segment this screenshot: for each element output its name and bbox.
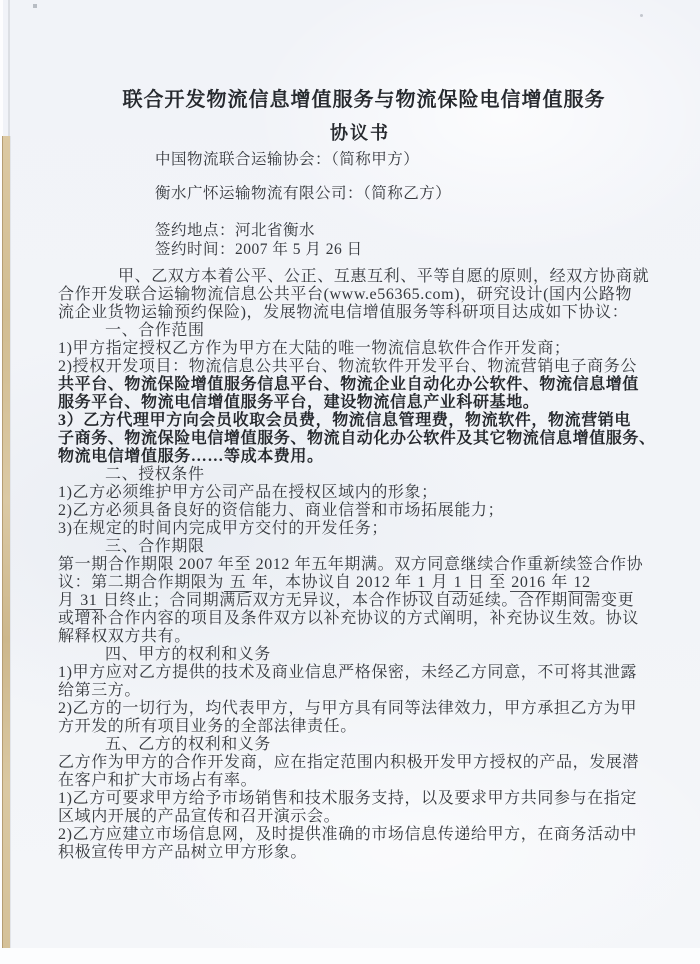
term-text: 日 至 (467, 574, 511, 591)
signing-date-line: 签约时间：2007 年 5 月 26 日 (155, 241, 363, 258)
clause-line: 积极宣传甲方产品树立甲方形象。 (58, 844, 308, 861)
clause-line: 物流电信增值服务……等成本费用。 (58, 448, 324, 465)
term-text: 年，本协议自 2012 年 (251, 574, 412, 591)
clause-line: 方开发的所有项目业务的全部法律责任。 (58, 718, 357, 735)
term-blank-years: 五 (225, 574, 251, 591)
term-text: 议：第二期合作期限为 (58, 574, 225, 591)
preamble-line: 甲、乙双方本着公平、公正、互惠互利、平等自愿的原则，经双方协商就 (118, 268, 650, 285)
section-heading-party-b-rights: 五、乙方的权利和义务 (105, 736, 272, 753)
clause-line: 1)甲方应对乙方提供的技术及商业信息严格保密，未经乙方同意，不可将其泄露 (58, 664, 637, 681)
term-blank-end-month: 12 (568, 574, 591, 591)
paper-binding-edge (2, 136, 11, 948)
clause-line: 2)乙方的一切行为，均代表甲方，与甲方具有同等法律效力，甲方承担乙方为甲 (58, 700, 637, 717)
clause-line: 3）乙方代理甲方向会员收取会员费，物流信息管理费，物流软件，物流营销电 (58, 412, 632, 429)
preamble-line: 流企业货物运输预约保险)，发展物流电信增值服务等科研项目达成如下协议： (58, 304, 629, 321)
clause-line: 1)乙方可要求甲方给予市场销售和技术服务支持，以及要求甲方共同参与在指定 (58, 790, 637, 807)
clause-line: 子商务、物流保险电信增值服务、物流自动化办公软件及其它物流信息增值服务、 (58, 430, 656, 447)
clause-line: 2)授权开发项目：物流信息公共平台、物流软件开发平台、物流营销电子商务公 (58, 358, 637, 375)
term-text: 年 (551, 574, 568, 591)
clause-line: 解释权双方共有。 (58, 628, 191, 645)
clause-line: 2)乙方必须具备良好的资信能力、商业信誉和市场拓展能力； (58, 502, 505, 519)
clause-line: 区域内开展的产品宣传和召开演示会。 (58, 808, 341, 825)
clause-line: 在客户和扩大市场占有率。 (58, 772, 258, 789)
term-filled-line (58, 592, 658, 610)
signing-place-line: 签约地点：河北省衡水 (155, 222, 316, 239)
term-text: 月 (431, 574, 449, 591)
term-blank-start-day: 1 (449, 574, 467, 591)
clause-line: 共平台、物流保险增值服务信息平台、物流企业自动化办公软件、物流信息增值 (58, 376, 640, 393)
party-a-line: 中国物流联合运输协会：（简称甲方） (155, 151, 420, 168)
scan-speck (33, 4, 37, 8)
clause-line: 第一期合作期限 2007 年至 2012 年五年期满。双方同意继续合作重新续签合作协 (58, 556, 644, 573)
clause-line: 1)乙方必须维护甲方公司产品在授权区域内的形象； (58, 484, 438, 501)
section-heading-party-a-rights: 四、甲方的权利和义务 (105, 646, 272, 663)
term-text: 日终止；合同期满后双方无异议，本合作协议自动延续。合作期间需变更 (103, 592, 635, 609)
term-blank-start-month: 1 (412, 574, 431, 591)
scan-speck (640, 14, 643, 17)
term-blank-end-day: 31 (75, 592, 103, 609)
clause-line: 服务平台、物流电信增值服务平台，建设物流信息产业科研基地。 (58, 394, 540, 411)
term-text: 月 (58, 592, 75, 609)
clause-line: 3)在规定的时间内完成甲方交付的开发任务； (58, 520, 388, 537)
clause-line: 给第三方。 (58, 682, 142, 699)
clause-line: 乙方作为甲方的合作开发商，应在指定范围内积极开发甲方授权的产品，发展潜 (58, 754, 640, 771)
clause-line: 2)乙方应建立市场信息网，及时提供准确的市场信息传递给甲方，在商务活动中 (58, 826, 637, 843)
clause-line: 1)甲方指定授权乙方作为甲方在大陆的唯一物流信息软件合作开发商； (58, 340, 571, 357)
scan-bottom-edge (0, 948, 700, 964)
party-b-line: 衡水广怀运输物流有限公司：（简称乙方） (155, 185, 452, 202)
preamble-line: 合作开发联合运输物流信息公共平台(www.e56365.com)，研究设计(国内公路物 (58, 286, 633, 303)
section-heading-term: 三、合作期限 (105, 538, 205, 555)
term-filled-line (58, 574, 658, 592)
clause-line: 或增补合作内容的项目及条件双方以补充协议的方式阐明，补充协议生效。协议 (58, 610, 640, 627)
term-blank-end-year: 2016 (511, 574, 551, 591)
contract-body (58, 268, 658, 862)
document-title-line2: 协议书 (330, 123, 390, 143)
document-title-line1: 联合开发物流信息增值服务与物流保险电信增值服务 (122, 89, 606, 111)
section-heading-scope: 一、合作范围 (105, 322, 205, 339)
section-heading-authorization: 二、授权条件 (105, 466, 205, 483)
